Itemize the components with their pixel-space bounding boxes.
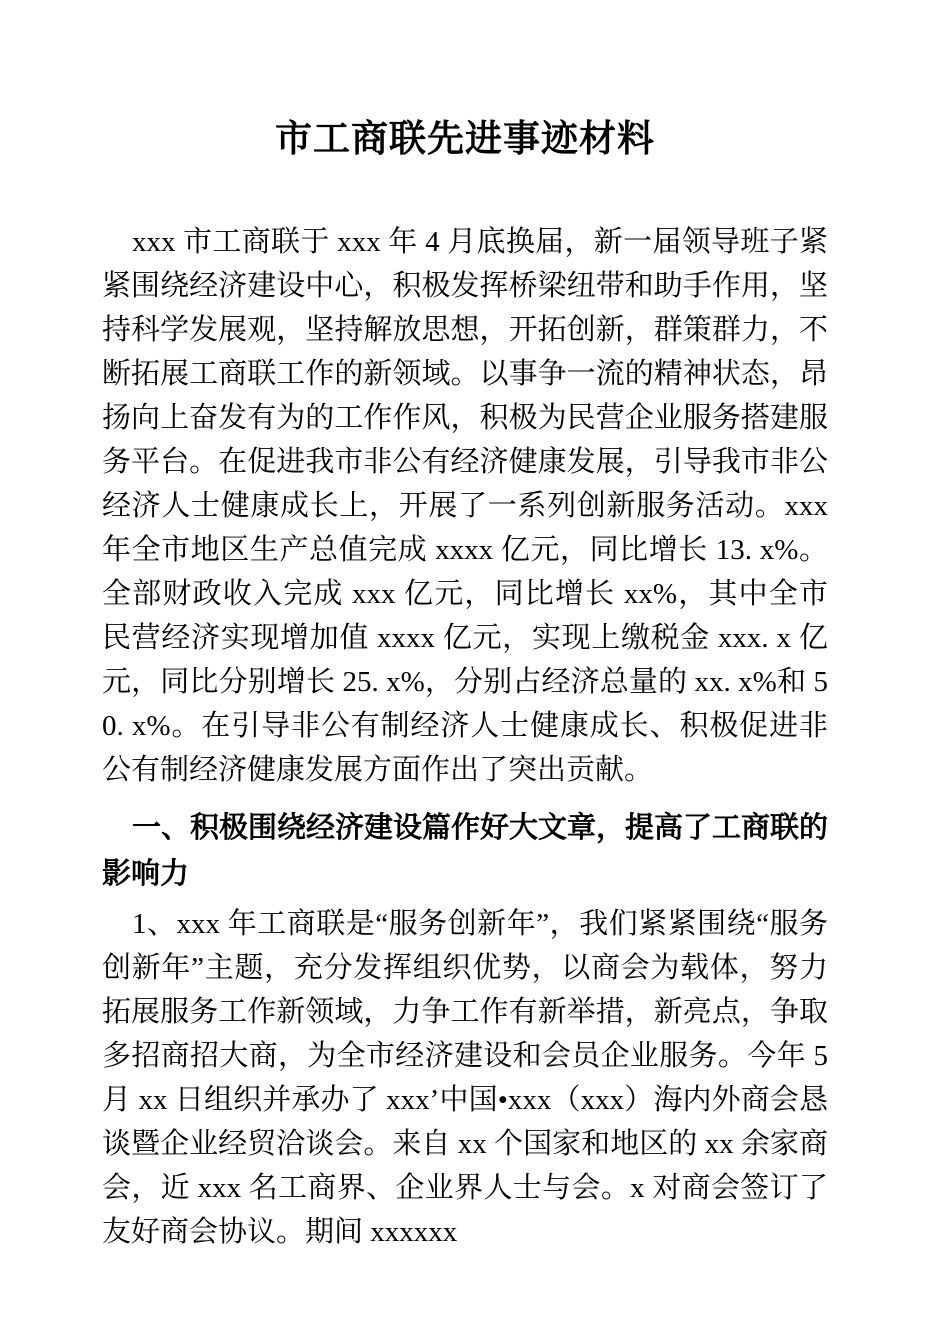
paragraph-section-1: 1、xxx 年工商联是“服务创新年”，我们紧紧围绕“服务创新年”主题，充分发挥组织优势，以商会为载体，努力拓展服务工作新领域，力争工作有新举措，新亮点，争取多招商招大商，为全市经济建设和会员企业服务。今年 5 月 xx 日组织并承办了 xxx’中国•xxx（xxx）海内外商会恳谈暨企业经贸洽谈会。来自 xx 个国家和地区的 xx 余家商会，近 xxx 名工商界、企业界人士与会。x 对商会签订了友好商会协议。期间 xxxxxx (102, 908, 828, 1248)
document-title: 市工商联先进事迹材料 (275, 119, 655, 160)
section-heading-1: 一、积极围绕经济建设篇作好大文章，提高了工商联的影响力 (102, 812, 829, 890)
paragraph-intro: xxx 市工商联于 xxx 年 4 月底换届，新一届领导班子紧紧围绕经济建设中心，积极发挥桥梁纽带和助手作用，坚持科学发展观，坚持解放思想，开拓创新，群策群力，不断拓展工商联工作的新领域。以事争一流的精神状态，昂扬向上奋发有为的工作作风，积极为民营企业服务搭建服务平台。在促进我市非公有经济健康发展，引导我市非公经济人士健康成长上，开展了一系列创新服务活动。xxx 年全市地区生产总值完成 xxxx 亿元，同比增长 13. x%。全部财政收入完成 xxx 亿元，同比增长 xx%，其中全市民营经济实现增加值 xxxx 亿元，实现上缴税金 xxx. x 亿元，同比分别增长 25. x%，分别占经济总量的 xx. x%和 50. x%。在引导非公有制经济人士健康成长、积极促进非公有制经济健康发展方面作出了突出贡献。 (102, 226, 828, 786)
